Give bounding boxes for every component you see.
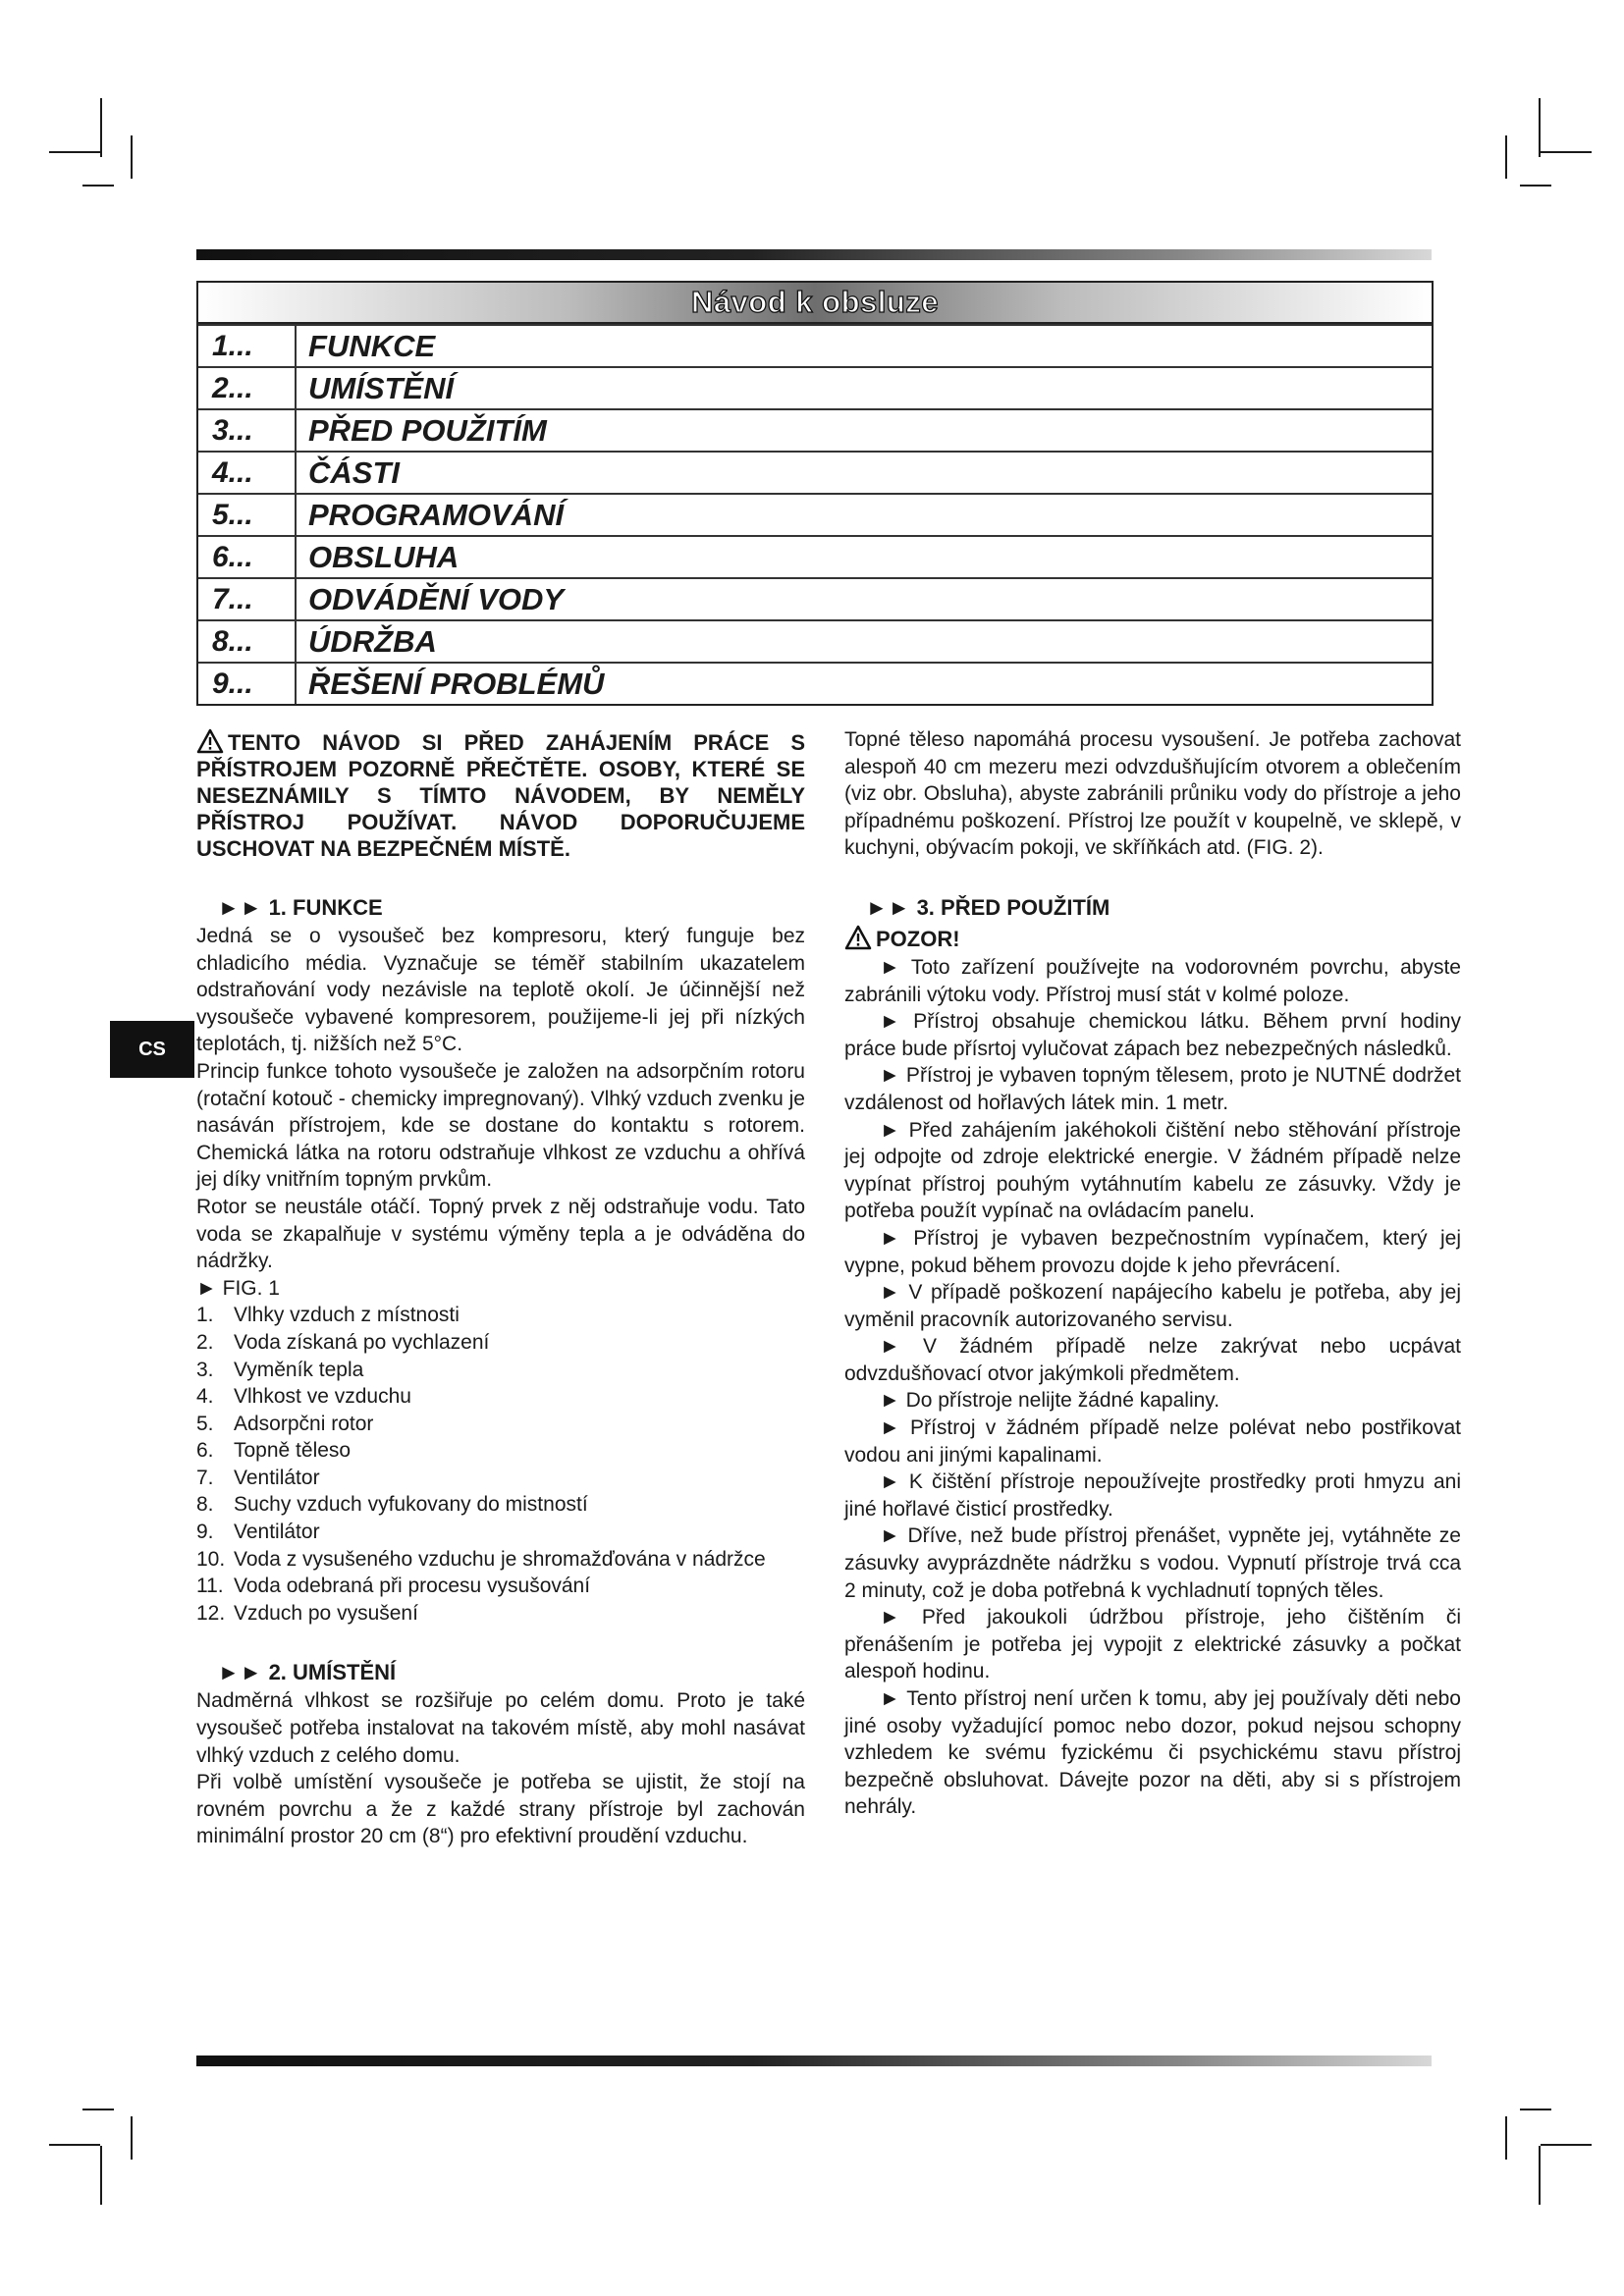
top-rule — [196, 249, 1432, 260]
figure-label: ► FIG. 1 — [196, 1276, 280, 1300]
paragraph: Jedná se o vysoušeč bez kompresoru, který funguje bez chladicího média. Vyznačuje se téměř stabilním ukazatelem odstraňování vody nezávisle na teplotě okolí. Je účinnější než vysoušeče vybavené kompresorem, použijeme-li jej při nízkých teplotách, tj. nižších než 5°C. — [196, 925, 805, 1056]
crop-mark — [1541, 151, 1592, 153]
toc-title: Návod k obsluze — [198, 283, 1432, 324]
warning-icon — [196, 728, 224, 754]
item-number: 6. — [196, 1439, 214, 1463]
paragraph: Topné těleso napomáhá procesu vysoušení. Je potřeba zachovat alespoň 40 cm mezeru mezi odvzdušňujícím otvorem a oblečením (viz obr. Obsluha), abyste zabránili průniku vody do přístroje a jeho případnému poškození. Přístroj lze použít v koupelně, ve sklepě, v kuchyni, obývacím pokoji, ve skříňkách atd. (FIG. 2). — [844, 728, 1461, 860]
toc-row — [198, 451, 1432, 493]
crop-mark — [1539, 2146, 1541, 2205]
item-text: Adsorpčni rotor — [234, 1412, 374, 1435]
crop-mark — [49, 2144, 100, 2146]
crop-mark — [1520, 2109, 1551, 2110]
toc-row — [198, 577, 1432, 619]
toc-row — [198, 324, 1432, 366]
list-item — [196, 1546, 805, 1574]
item-number: 11. — [196, 1575, 224, 1598]
item-number: 4. — [196, 1385, 214, 1409]
toc-row — [198, 408, 1432, 451]
figure-legend-list — [196, 1302, 805, 1627]
double-arrow-icon: ►► — [218, 1660, 263, 1685]
section-title: 2. UMÍSTĚNÍ — [268, 1660, 397, 1685]
list-item — [196, 1329, 805, 1357]
toc-num: 7... — [198, 579, 297, 619]
list-item — [196, 1491, 805, 1519]
list-item — [196, 1357, 805, 1384]
crop-mark — [49, 151, 100, 153]
crop-mark — [82, 185, 114, 187]
paragraph: Při volbě umístění vysoušeče je potřeba se ujistit, že stojí na rovném povrchu a že z každé strany přístroje byl zachován minimální prostor 20 cm (8“) pro efektivní proudění vzduchu. — [196, 1771, 805, 1848]
bottom-rule — [196, 2056, 1432, 2066]
bullet-paragraph: ► Do přístroje nelijte žádné kapaliny. — [880, 1389, 1220, 1413]
toc-num: 6... — [198, 537, 297, 577]
list-item — [196, 1600, 805, 1628]
crop-mark — [1520, 185, 1551, 187]
item-text: Vyměník tepla — [234, 1358, 364, 1381]
item-text: Suchy vzduch vyfukovany do mistností — [234, 1493, 588, 1517]
toc-item-title: PŘED POUŽITÍM — [308, 413, 547, 448]
paragraph: Rotor se neustále otáčí. Topný prvek z něj odstraňuje vodu. Tato voda se zkapalňuje v systému výměny tepla a je odváděna do nádržky. — [196, 1195, 805, 1273]
crop-mark — [1505, 2116, 1507, 2160]
warning-text: TENTO NÁVOD SI PŘED ZAHÁJENÍM PRÁCE S PŘÍSTROJEM POZORNĚ PŘEČTĚTE. OSOBY, KTERÉ SE NESEZNÁMILY S TÍMTO NÁVODEM, BY NEMĚLY PŘÍSTROJ POUŽÍVAT. NÁVOD DOPORUČUJEME USCHOVAT NA BEZPEČNÉM MÍSTĚ. — [196, 730, 805, 861]
bullet-paragraph: ► V žádném případě nelze zakrývat nebo ucpávat odvzdušňovací otvor jakýmkoli předmětem. — [844, 1335, 1461, 1385]
toc-table — [196, 281, 1434, 706]
section-title: 1. FUNKCE — [268, 895, 383, 920]
bullet-paragraph: ► V případě poškození napájecího kabelu je potřeba, aby jej vyměnil pracovník autorizovaného servisu. — [844, 1281, 1461, 1331]
section-title: 3. PŘED POUŽITÍM — [916, 894, 1110, 920]
caution-heading — [844, 925, 1461, 954]
toc-row — [198, 535, 1432, 577]
item-number: 2. — [196, 1330, 214, 1354]
list-item — [196, 1383, 805, 1411]
list-item — [196, 1573, 805, 1600]
bullet-paragraph: ► Před jakoukoli údržbou přístroje, jeho čištěním či přenášením je potřeba jej vypojit z elektrické zásuvky a počkat alespoň hodinu. — [844, 1606, 1461, 1683]
crop-mark — [100, 98, 102, 157]
toc-row — [198, 366, 1432, 408]
toc-row — [198, 493, 1432, 535]
list-item — [196, 1302, 805, 1329]
bullet-paragraph: ► Před zahájením jakéhokoli čištění nebo stěhování přístroje jej odpojte od zdroje elektrické energie. V žádném případě nelze vypínat přístroj pouhým vytáhnutím kabelu ze zásuvky. Vždy je potřeba použít vypínač na ovládacím panelu. — [844, 1118, 1461, 1223]
item-number: 9. — [196, 1521, 214, 1544]
toc-item-title: ÚDRŽBA — [308, 624, 437, 659]
crop-mark — [1541, 2144, 1592, 2146]
toc-item-title: ODVÁDĚNÍ VODY — [308, 582, 565, 616]
item-text: Vzduch po vysušení — [234, 1601, 418, 1625]
bullet-paragraph: ► Přístroj je vybaven topným tělesem, proto je NUTNÉ dodržet vzdálenost od hořlavých látek min. 1 metr. — [844, 1064, 1461, 1114]
crop-mark — [1505, 135, 1507, 179]
item-text: Ventilátor — [234, 1521, 320, 1544]
toc-num: 9... — [198, 664, 297, 704]
item-text: Voda z vysušeného vzduchu je shromažďována v nádržce — [234, 1547, 766, 1571]
toc-num: 1... — [198, 326, 297, 366]
toc-item-title: UMÍSTĚNÍ — [308, 371, 455, 405]
list-item — [196, 1437, 805, 1465]
crop-mark — [1539, 98, 1541, 157]
bullet-paragraph: ► K čištění přístroje nepoužívejte prostředky proti hmyzu ani jiné hořlavé čisticí prostředky. — [844, 1470, 1461, 1521]
bullet-paragraph: ► Přístroj v žádném případě nelze polévat nebo postřikovat vodou ani jinými kapalinami. — [844, 1416, 1461, 1467]
toc-item-title: FUNKCE — [308, 329, 436, 363]
right-column — [844, 726, 1461, 1821]
toc-num: 3... — [198, 410, 297, 451]
item-number: 12. — [196, 1601, 226, 1625]
item-number: 8. — [196, 1493, 214, 1517]
crop-mark — [131, 2116, 133, 2160]
crop-mark — [100, 2146, 102, 2205]
item-number: 5. — [196, 1412, 214, 1435]
bullet-paragraph: ► Přístroj je vybaven bezpečnostním vypínačem, který jej vypne, pokud během provozu dojde k jeho převrácení. — [844, 1226, 1461, 1277]
toc-row — [198, 662, 1432, 704]
crop-mark — [131, 135, 133, 179]
language-tab: CS — [110, 1021, 194, 1078]
toc-item-title: ŘEŠENÍ PROBLÉMŮ — [308, 667, 605, 701]
bullet-paragraph: ► Toto zařízení používejte na vodorovném povrchu, abyste zabránili výtoku vody. Přístroj musí stát v kolmé poloze. — [844, 955, 1461, 1006]
bullet-paragraph: ► Tento přístroj není určen k tomu, aby jej používaly děti nebo jiné osoby vyžadující pomoc nebo dozor, pokud nejsou schopny vzhledem ke svému fyzickému či psychickému stavu přístroj bezpečně obsluhovat. Dávejte pozor na děti, aby si s přístrojem nehrály. — [844, 1687, 1461, 1819]
item-text: Voda odebraná při procesu vysušování — [234, 1575, 591, 1598]
toc-item-title: OBSLUHA — [308, 540, 460, 574]
item-number: 1. — [196, 1304, 214, 1327]
caution-text: POZOR! — [876, 926, 960, 951]
paragraph: Princip funkce tohoto vysoušeče je založen na adsorpčním rotoru (rotační kotouč - chemicky impregnovaný). Vlhký vzduch zvenku je nasáván přístrojem, kde se dostane do kontaktu s rotorem. Chemická látka na rotoru odstraňuje vlhkost ze vzduchu a ohřívá jej díky vnitřním topným prvkům. — [196, 1059, 805, 1192]
paragraph: Nadměrná vlhkost se rozšiřuje po celém domu. Proto je také vysoušeč potřeba instalovat na takovém místě, aby mohl nasávat vlhký vzduch z celého domu. — [196, 1689, 805, 1767]
crop-mark — [82, 2109, 114, 2110]
section-heading — [218, 893, 805, 923]
item-number: 3. — [196, 1358, 214, 1381]
toc-num: 5... — [198, 495, 297, 535]
warning-block — [196, 728, 805, 862]
toc-row — [198, 619, 1432, 662]
left-column — [196, 728, 805, 1850]
toc-num: 2... — [198, 368, 297, 408]
item-text: Voda získaná po vychlazení — [234, 1330, 490, 1354]
item-text: Vlhky vzduch z místnosti — [234, 1304, 460, 1327]
item-text: Ventilátor — [234, 1466, 320, 1489]
item-number: 10. — [196, 1547, 226, 1571]
double-arrow-icon: ►► — [218, 895, 263, 920]
item-text: Topně těleso — [234, 1439, 352, 1463]
toc-item-title: ČÁSTI — [308, 455, 400, 490]
toc-item-title: PROGRAMOVÁNÍ — [308, 498, 565, 532]
bullet-paragraph: ► Dříve, než bude přístroj přenášet, vypněte jej, vytáhněte ze zásuvky avyprázdněte nádržku s vodou. Vypnutí přístroje trvá cca 2 minuty, což je doba potřebná k vychladnutí topných těles. — [844, 1524, 1461, 1602]
toc-num: 8... — [198, 621, 297, 662]
double-arrow-icon: ►► — [866, 894, 911, 920]
section-heading — [866, 893, 1461, 923]
section-heading — [218, 1658, 805, 1687]
list-item — [196, 1519, 805, 1546]
item-text: Vlhkost ve vzduchu — [234, 1385, 411, 1409]
list-item — [196, 1465, 805, 1492]
bullet-paragraph: ► Přístroj obsahuje chemickou látku. Během první hodiny práce bude přísrtoj vylučovat zápach bez nebezpečných následků. — [844, 1010, 1461, 1060]
item-number: 7. — [196, 1466, 214, 1489]
warning-icon — [844, 925, 872, 950]
list-item — [196, 1411, 805, 1438]
toc-num: 4... — [198, 453, 297, 493]
